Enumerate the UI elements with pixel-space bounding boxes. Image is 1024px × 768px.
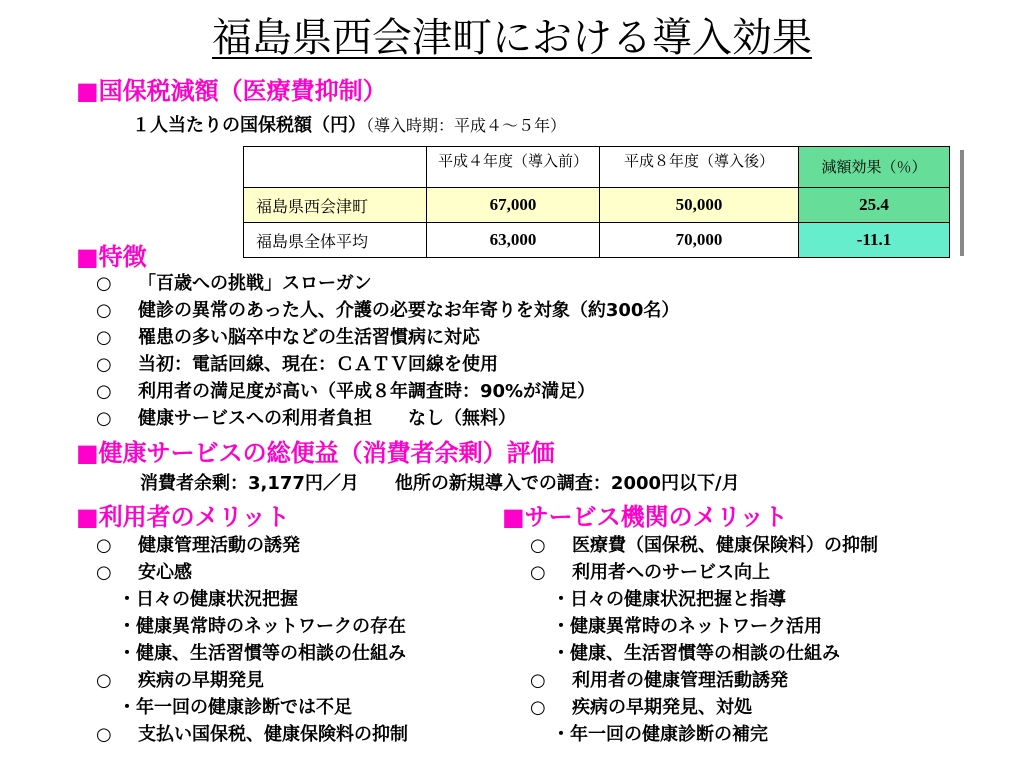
list-item [96,324,679,351]
list-item-text: 利用者の健康管理活動誘発 [572,670,788,691]
list-item-text: 当初：電話回線、現在：ＣＡＴＶ回線を使用 [138,354,498,375]
bullet-circle-icon: ○ [530,535,546,556]
table-header-cell: 減額効果（％） [799,147,950,188]
list-item [530,532,878,559]
table-header-row [244,147,950,188]
list-subitem: ・日々の健康状況把握 [118,589,298,610]
table-header-cell: 平成４年度（導入前） [427,147,600,188]
table-cell-value: 70,000 [600,223,799,258]
table-cell-effect: 25.4 [799,188,950,223]
table-cell-value: 63,000 [427,223,600,258]
section-heading-benefit: ■健康サービスの総便益（消費者余剰）評価 [76,439,555,467]
list-item-text: 医療費（国保税、健康保険料）の抑制 [572,535,878,556]
list-item-text: 健診の異常のあった人、介護の必要なお年寄りを対象（約300名） [138,300,680,321]
user-merits-list [96,532,408,748]
list-subitem: ・日々の健康状況把握と指導 [552,589,786,610]
bullet-circle-icon: ○ [96,273,112,294]
list-subitem: ・年一回の健康診断の補完 [552,724,768,745]
list-item-text: 「百歳への挑戦」スローガン [138,273,372,294]
section-heading-features: ■特徴 [76,243,147,271]
table-cell-value: 67,000 [427,188,600,223]
list-item-text: 疾病の早期発見 [138,670,264,691]
provider-merits-list [530,532,878,748]
table-row [244,188,950,223]
bullet-circle-icon: ○ [530,562,546,583]
list-item-text: 安心感 [138,562,192,583]
list-item-text: 健康サービスへの利用者負担 なし（無料） [138,408,516,429]
bullet-circle-icon: ○ [96,354,112,375]
bullet-circle-icon: ○ [96,562,112,583]
bullet-circle-icon: ○ [96,408,112,429]
bullet-circle-icon: ○ [96,381,112,402]
bullet-circle-icon: ○ [96,300,112,321]
section-heading-provider-merits: ■サービス機関のメリット [502,503,788,531]
bullet-circle-icon: ○ [96,670,112,691]
section-heading-tax-reduction: ■国保税減額（医療費抑制） [76,77,387,105]
table-caption-main: １人当たりの国保税額（円） [132,115,366,136]
list-item [96,532,408,559]
list-item-text: 疾病の早期発見、対処 [572,697,752,718]
table-cell-value: 50,000 [600,188,799,223]
tax-table [243,146,950,258]
table-shadow [960,150,964,256]
table-caption [132,113,566,139]
list-item-text: 罹患の多い脳卒中などの生活習慣病に対応 [138,327,480,348]
list-item [96,378,679,405]
bullet-circle-icon: ○ [96,724,112,745]
table-header-cell: 平成８年度（導入後） [600,147,799,188]
list-item [96,667,408,694]
table-cell-region: 福島県西会津町 [244,188,427,223]
section-heading-user-merits: ■利用者のメリット [76,503,290,531]
list-item [96,297,679,324]
page-title [0,12,1024,64]
list-subitem: ・年一回の健康診断では不足 [118,697,352,718]
list-subitem: ・健康異常時のネットワーク活用 [552,616,822,637]
list-subitem: ・健康、生活習慣等の相談の仕組み [552,643,840,664]
table-header-cell [244,147,427,188]
list-item-text: 利用者の満足度が高い（平成８年調査時：90%が満足） [138,381,596,402]
list-item [530,667,878,694]
list-item [96,405,679,432]
table-caption-note: （導入時期：平成４～５年） [366,116,567,135]
list-item [530,694,878,721]
table-cell-effect: -11.1 [799,223,950,258]
list-subitem: ・健康、生活習慣等の相談の仕組み [118,643,406,664]
list-item-text: 利用者へのサービス向上 [572,562,770,583]
table-cell-region: 福島県全体平均 [244,223,427,258]
features-list [96,270,679,432]
list-subitem: ・健康異常時のネットワークの存在 [118,616,406,637]
bullet-circle-icon: ○ [530,670,546,691]
bullet-circle-icon: ○ [96,535,112,556]
bullet-circle-icon: ○ [96,327,112,348]
bullet-circle-icon: ○ [530,697,546,718]
list-item-text: 健康管理活動の誘発 [138,535,300,556]
benefit-line: 消費者余剰：3,177円／月 他所の新規導入での調査：2000円以下/月 [140,473,740,494]
list-item [96,559,408,586]
list-item [530,559,878,586]
list-item [96,270,679,297]
list-item [96,351,679,378]
title-text: 福島県西会津町における導入効果 [212,15,812,61]
table-row [244,223,950,258]
list-item [96,721,408,748]
list-item-text: 支払い国保税、健康保険料の抑制 [138,724,408,745]
